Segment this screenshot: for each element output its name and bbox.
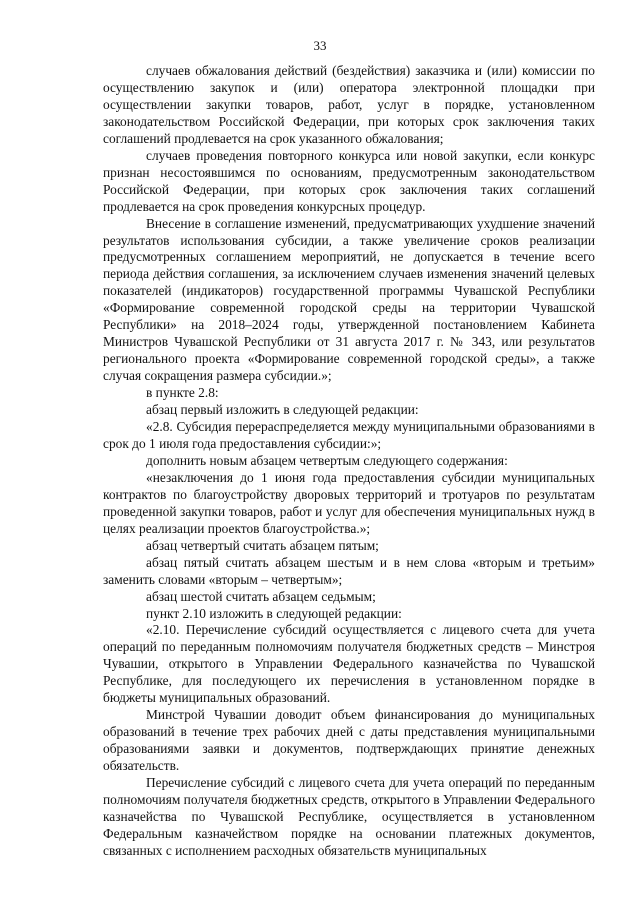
paragraph-fifth-to-sixth: абзац пятый считать абзацем шестым и в нем слова «вторым и третьим» заменить словами «вторым – четвертым»; (103, 554, 595, 587)
paragraph-fourth-to-fifth: абзац четвертый считать абзацем пятым; (146, 537, 379, 553)
paragraph-first-abzac: абзац первый изложить в следующей редакции: (146, 402, 419, 418)
paragraph-sixth-to-seventh: абзац шестой считать абзацем седьмым; (146, 588, 376, 604)
paragraph-item-2-8: в пункте 2.8: (146, 385, 219, 401)
paragraph-appeal-cases: случаев обжалования действий (бездействия) заказчика и (или) комиссии по осуществлению закупок и (или) оператора электронной площадки при осуществлении закупки товаров, работ, услуг в порядке, установленном законодательством Российской Федерации, при которых срок заключения таких соглашений продлевается на срок указанного обжалования; (103, 63, 595, 146)
paragraph-agreement-changes: Внесение в соглашение изменений, предусматривающих ухудшение значений результатов использования субсидии, а также увеличение сроков реализации предусмотренных соглашением мероприятий, не допускается в течение всего периода действия соглашения, за исключением случаев изменения значений целевых показателей (индикаторов) государственной программы Чувашской Республики «Формирование современной городской среды на территории Чувашской Республики» на 2018–2024 годы, утвержденной постановлением Кабинета Министров Чувашской Республики от 31 августа 2017 г. № 343, или результатов регионального проекта «Формирование современной городской среды», а также случая сокращения размера субсидии.»; (103, 215, 595, 384)
paragraph-minstroy-funding: Минстрой Чувашии доводит объем финансирования до муниципальных образований в течение трех рабочих дней с даты представления муниципальными образованиями заявки и документов, подтверждающих принятие денежных обязательств. (103, 707, 595, 774)
paragraph-repeat-tender: случаев проведения повторного конкурса или новой закупки, если конкурс признан несостоявшимся по основаниям, предусмотренным законодательством Российской Федерации, при которых срок заключения таких соглашений продлевается на срок проведения конкурсных процедур. (103, 147, 595, 214)
document-body (103, 63, 595, 860)
paragraph-add-fourth: дополнить новым абзацем четвертым следующего содержания: (146, 452, 508, 468)
paragraph-2-8-text: «2.8. Субсидия перераспределяется между муниципальными образованиями в срок до 1 июля года предоставления субсидии:»; (103, 419, 595, 451)
page-number: 33 (313, 38, 327, 53)
paragraph-non-conclusion: «незаключения до 1 июня года предоставления субсидии муниципальных контрактов по благоустройству дворовых территорий и тротуаров по результатам проведенной закупки товаров, работ и услуг для обеспечения муниципальных нужд в целях реализации проектов благоустройства.»; (103, 469, 595, 536)
paragraph-transfer-subsidies: Перечисление субсидий с лицевого счета для учета операций по переданным полномочиям получателя бюджетных средств, открытого в Управлении Федерального казначейства по Чувашской Республике, осуществляется в установленном Федеральным казначейством порядке на основании платежных документов, связанных с исполнением расходных обязательств муниципальных (103, 775, 596, 858)
paragraph-item-2-10: пункт 2.10 изложить в следующей редакции: (146, 605, 402, 621)
paragraph-2-10-text: «2.10. Перечисление субсидий осуществляется с лицевого счета для учета операций по переданным полномочиям получателя бюджетных средств – Минстроя Чувашии, открытого в Управлении Федерального казначейства по Чувашской Республике, для последующего их перечисления в установленном порядке в бюджеты муниципальных образований. (103, 622, 595, 706)
